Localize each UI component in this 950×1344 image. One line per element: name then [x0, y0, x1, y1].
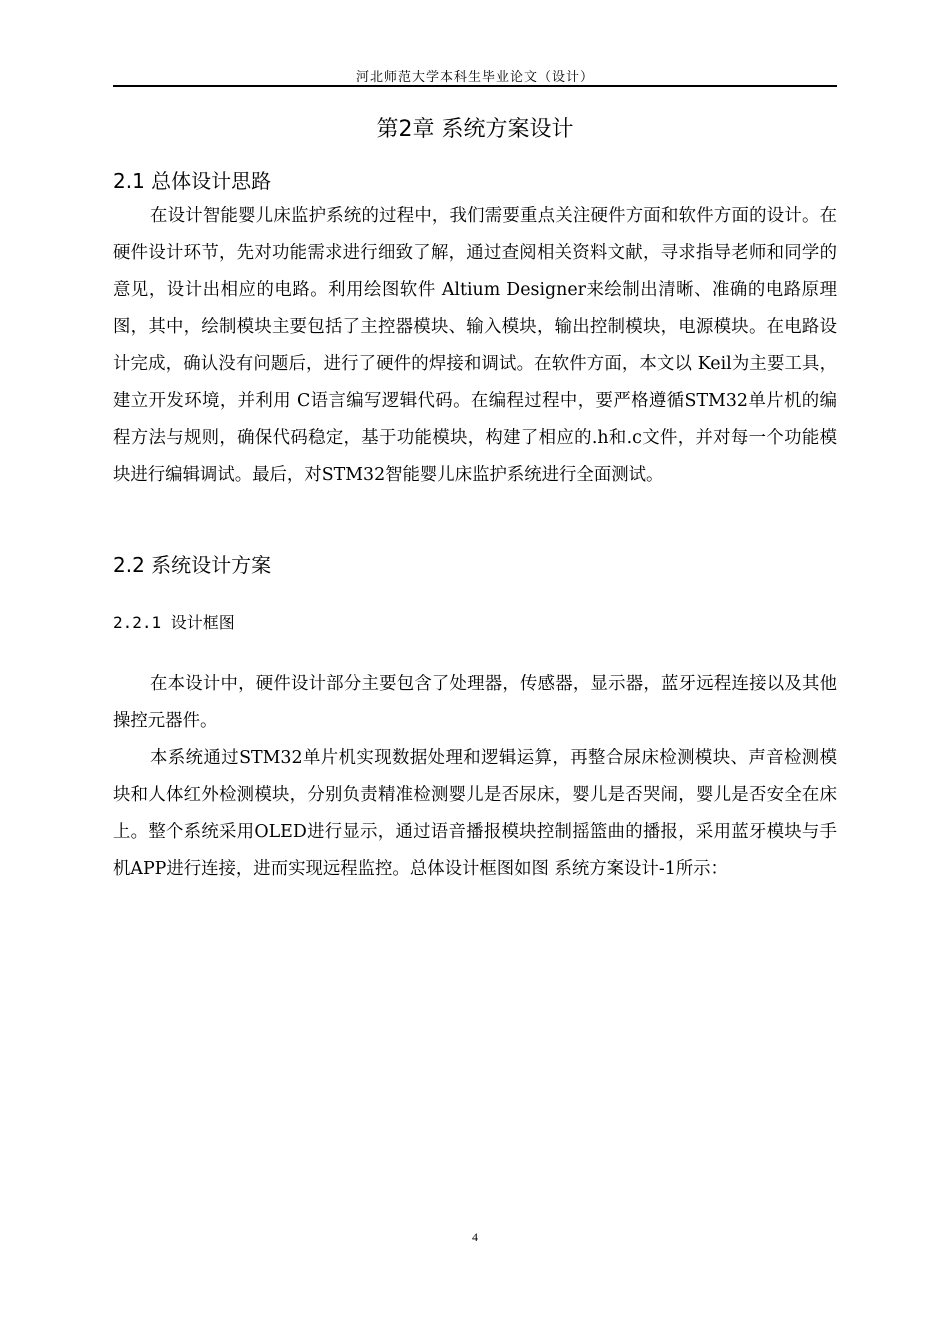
section-heading-2-2: 2.2 系统设计方案: [113, 553, 272, 577]
header-rule: [113, 85, 837, 87]
page-number: 4: [472, 1230, 478, 1244]
subsection-heading-2-2-1: 2.2.1 设计框图: [113, 613, 235, 632]
section-heading-2-1: 2.1 总体设计思路: [113, 169, 272, 193]
paragraph-system-description: 本系统通过STM32单片机实现数据处理和逻辑运算，再整合尿床检测模块、声音检测模块和人体红外检测模块，分别负责精准检测婴儿是否尿床，婴儿是否哭闹，婴儿是否安全在床上。整个系统采用OLED进行显示，通过语音播报模块控制摇篮曲的播报，采用蓝牙模块与手机APP进行连接，进而实现远程监控。总体设计框图如图 系统方案设计-1所示：: [113, 748, 837, 879]
chapter-title: 第2章 系统方案设计: [376, 117, 574, 142]
paragraph-design-approach: 在设计智能婴儿床监护系统的过程中，我们需要重点关注硬件方面和软件方面的设计。在硬件设计环节，先对功能需求进行细致了解，通过查阅相关资料文献，寻求指导老师和同学的意见，设计出相应的电路。利用绘图软件 Altium Designer来绘制出清晰、准确的电路原理图，其中，绘制模块主要包括了主控器模块、输入模块，输出控制模块，电源模块。在电路设计完成，确认没有问题后，进行了硬件的焊接和调试。在软件方面，本文以 Keil为主要工具，建立开发环境，并利用 C语言编写逻辑代码。在编程过程中，要严格遵循STM32单片机的编程方法与规则，确保代码稳定，基于功能模块，构建了相应的.h和.c文件，并对每一个功能模块进行编辑调试。最后，对STM32智能婴儿床监护系统进行全面测试。: [113, 206, 837, 485]
running-header: 河北师范大学本科生毕业论文（设计）: [355, 70, 594, 85]
paragraph-hardware-overview: 在本设计中，硬件设计部分主要包含了处理器，传感器，显示器，蓝牙远程连接以及其他操控元器件。: [113, 674, 837, 731]
